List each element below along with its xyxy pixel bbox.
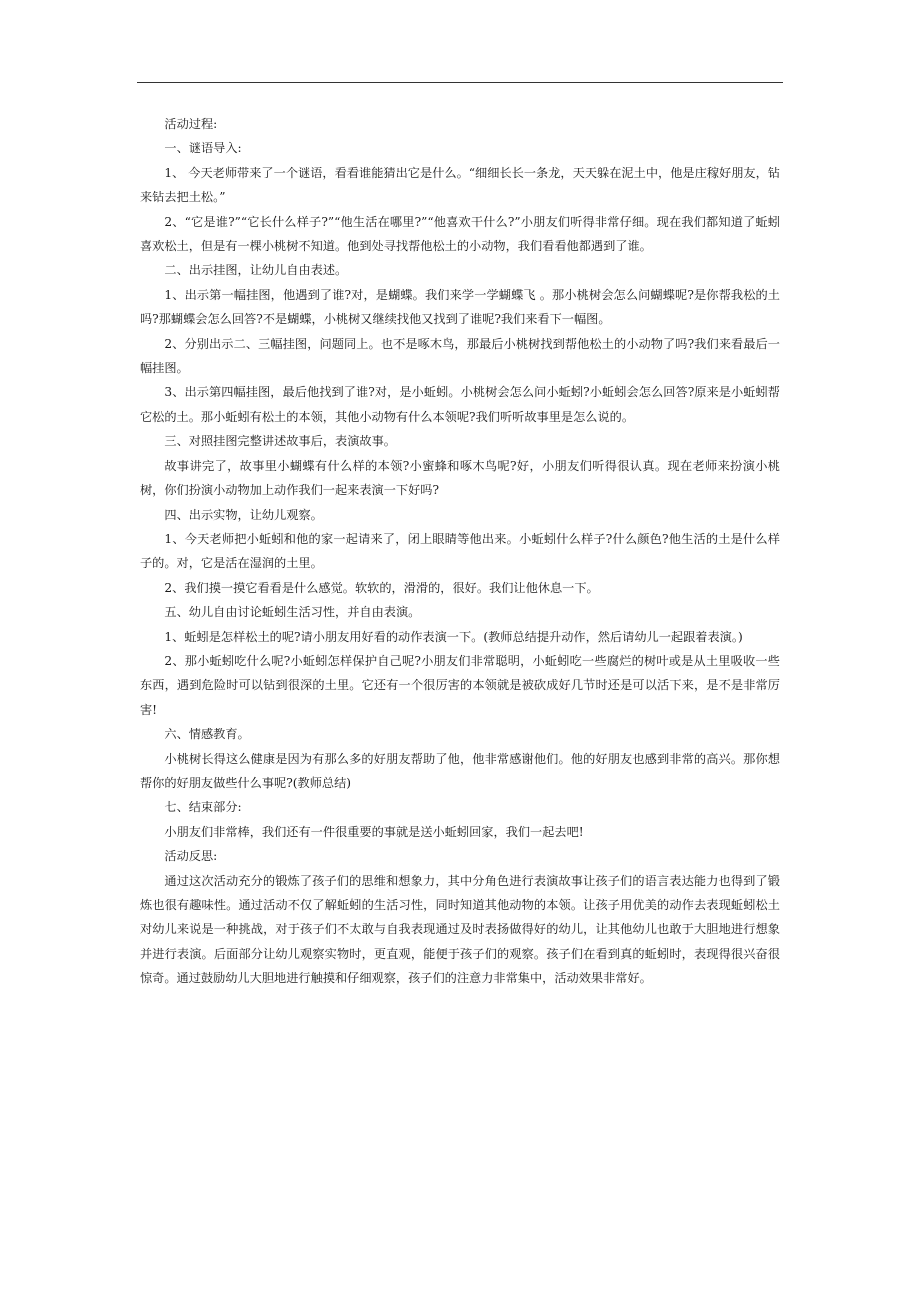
paragraph: 2、分别出示二、三幅挂图，问题同上。也不是啄木鸟，那最后小桃树找到帮他松土的小动物了吗?我们来看最后一幅挂图。: [140, 336, 780, 376]
paragraph: 小桃树长得这么健康是因为有那么多的好朋友帮助了他，他非常感谢他们。他的好朋友也感到非常的高兴。那你想帮你的好朋友做些什么事呢?(教师总结): [140, 751, 780, 790]
paragraph: 三、对照挂图完整讲述故事后，表演故事。: [164, 434, 396, 449]
paragraph: 四、出示实物，让幼儿观察。: [164, 507, 323, 522]
paragraph: 通过这次活动充分的锻炼了孩子们的思维和想象力，其中分角色进行表演故事让孩子们的语言表达能力也得到了锻炼也很有趣味性。通过活动不仅了解蚯蚓的生活习性，同时知道其他动物的本领。让孩子用优美的动作去表现蚯蚓松土对幼儿来说是一种挑战，对于孩子们不太敢与自我表现通过及时表扬做得好的幼儿，让其他幼儿也敢于大胆地进行想象并进行表演。后面部分让幼儿观察实物时，更直观，能便于孩子们的观察。孩子们在看到真的蚯蚓时，表现得很兴奋很惊奇。通过鼓励幼儿大胆地进行触摸和仔细观察，孩子们的注意力非常集中，活动效果非常好。: [140, 873, 780, 986]
paragraph: 活动反思:: [164, 849, 218, 864]
paragraph: 2、“它是谁?”“它长什么样子?”“他生活在哪里?”“他喜欢干什么?”小朋友们听得非常仔细。现在我们都知道了蚯蚓喜欢松土，但是有一棵小桃树不知道。他到处寻找帮他松土的小动物，我们看看他都遇到了谁。: [140, 214, 780, 254]
paragraph: 小朋友们非常棒，我们还有一件很重要的事就是送小蚯蚓回家，我们一起去吧!: [164, 824, 584, 839]
paragraph: 1、 今天老师带来了一个谜语，看看谁能猜出它是什么。“细细长长一条龙，天天躲在泥土中，他是庄稼好朋友，钻来钻去把土松。”: [140, 165, 780, 205]
paragraph: 故事讲完了，故事里小蝴蝶有什么样的本领?小蜜蜂和啄木鸟呢?好，小朋友们听得很认真。现在老师来扮演小桃树，你们扮演小动物加上动作我们一起来表演一下好吗?: [140, 458, 780, 498]
paragraph: 2、我们摸一摸它看看是什么感觉。软软的，滑滑的，很好。我们让他休息一下。: [164, 580, 599, 595]
paragraph: 五、幼儿自由讨论蚯蚓生活习性，并自由表演。: [164, 605, 421, 620]
paragraph: 2、那小蚯蚓吃什么呢?小蚯蚓怎样保护自己呢?小朋友们非常聪明，小蚯蚓吃一些腐烂的树叶或是从土里吸收一些东西，遇到危险时可以钻到很深的土里。它还有一个很厉害的本领就是被砍成好几节时还是可以活下来，是不是非常厉害!: [140, 653, 780, 717]
paragraph: 一、谜语导入:: [164, 141, 242, 156]
paragraph: 二、出示挂图，让幼儿自由表述。: [164, 263, 348, 278]
header-rule: [137, 82, 783, 83]
paragraph: 活动过程:: [164, 117, 218, 131]
paragraph: 六、情感教育。: [164, 727, 250, 742]
paragraph: 3、出示第四幅挂图，最后他找到了谁?对，是小蚯蚓。小桃树会怎么问小蚯蚓?小蚯蚓会怎么回答?原来是小蚯蚓帮它松的土。那小蚯蚓有松土的本领，其他小动物有什么本领呢?我们听听故事里是怎么说的。: [140, 385, 780, 424]
document-body: [140, 112, 780, 991]
paragraph: 1、出示第一幅挂图，他遇到了谁?对，是蝴蝶。我们来学一学蝴蝶飞 。那小桃树会怎么问蝴蝶呢?是你帮我松的土吗?那蝴蝶会怎么回答?不是蝴蝶，小桃树又继续找他又找到了谁呢?我们来看下一幅图。: [140, 287, 780, 327]
paragraph: 1、蚯蚓是怎样松土的呢?请小朋友用好看的动作表演一下。(教师总结提升动作，然后请幼儿一起跟着表演。): [164, 629, 743, 644]
paragraph: 七、结束部分:: [164, 800, 242, 815]
paragraph: 1、今天老师把小蚯蚓和他的家一起请来了，闭上眼睛等他出来。小蚯蚓什么样子?什么颜色?他生活的土是什么样子的。对，它是活在湿润的土里。: [140, 531, 780, 571]
